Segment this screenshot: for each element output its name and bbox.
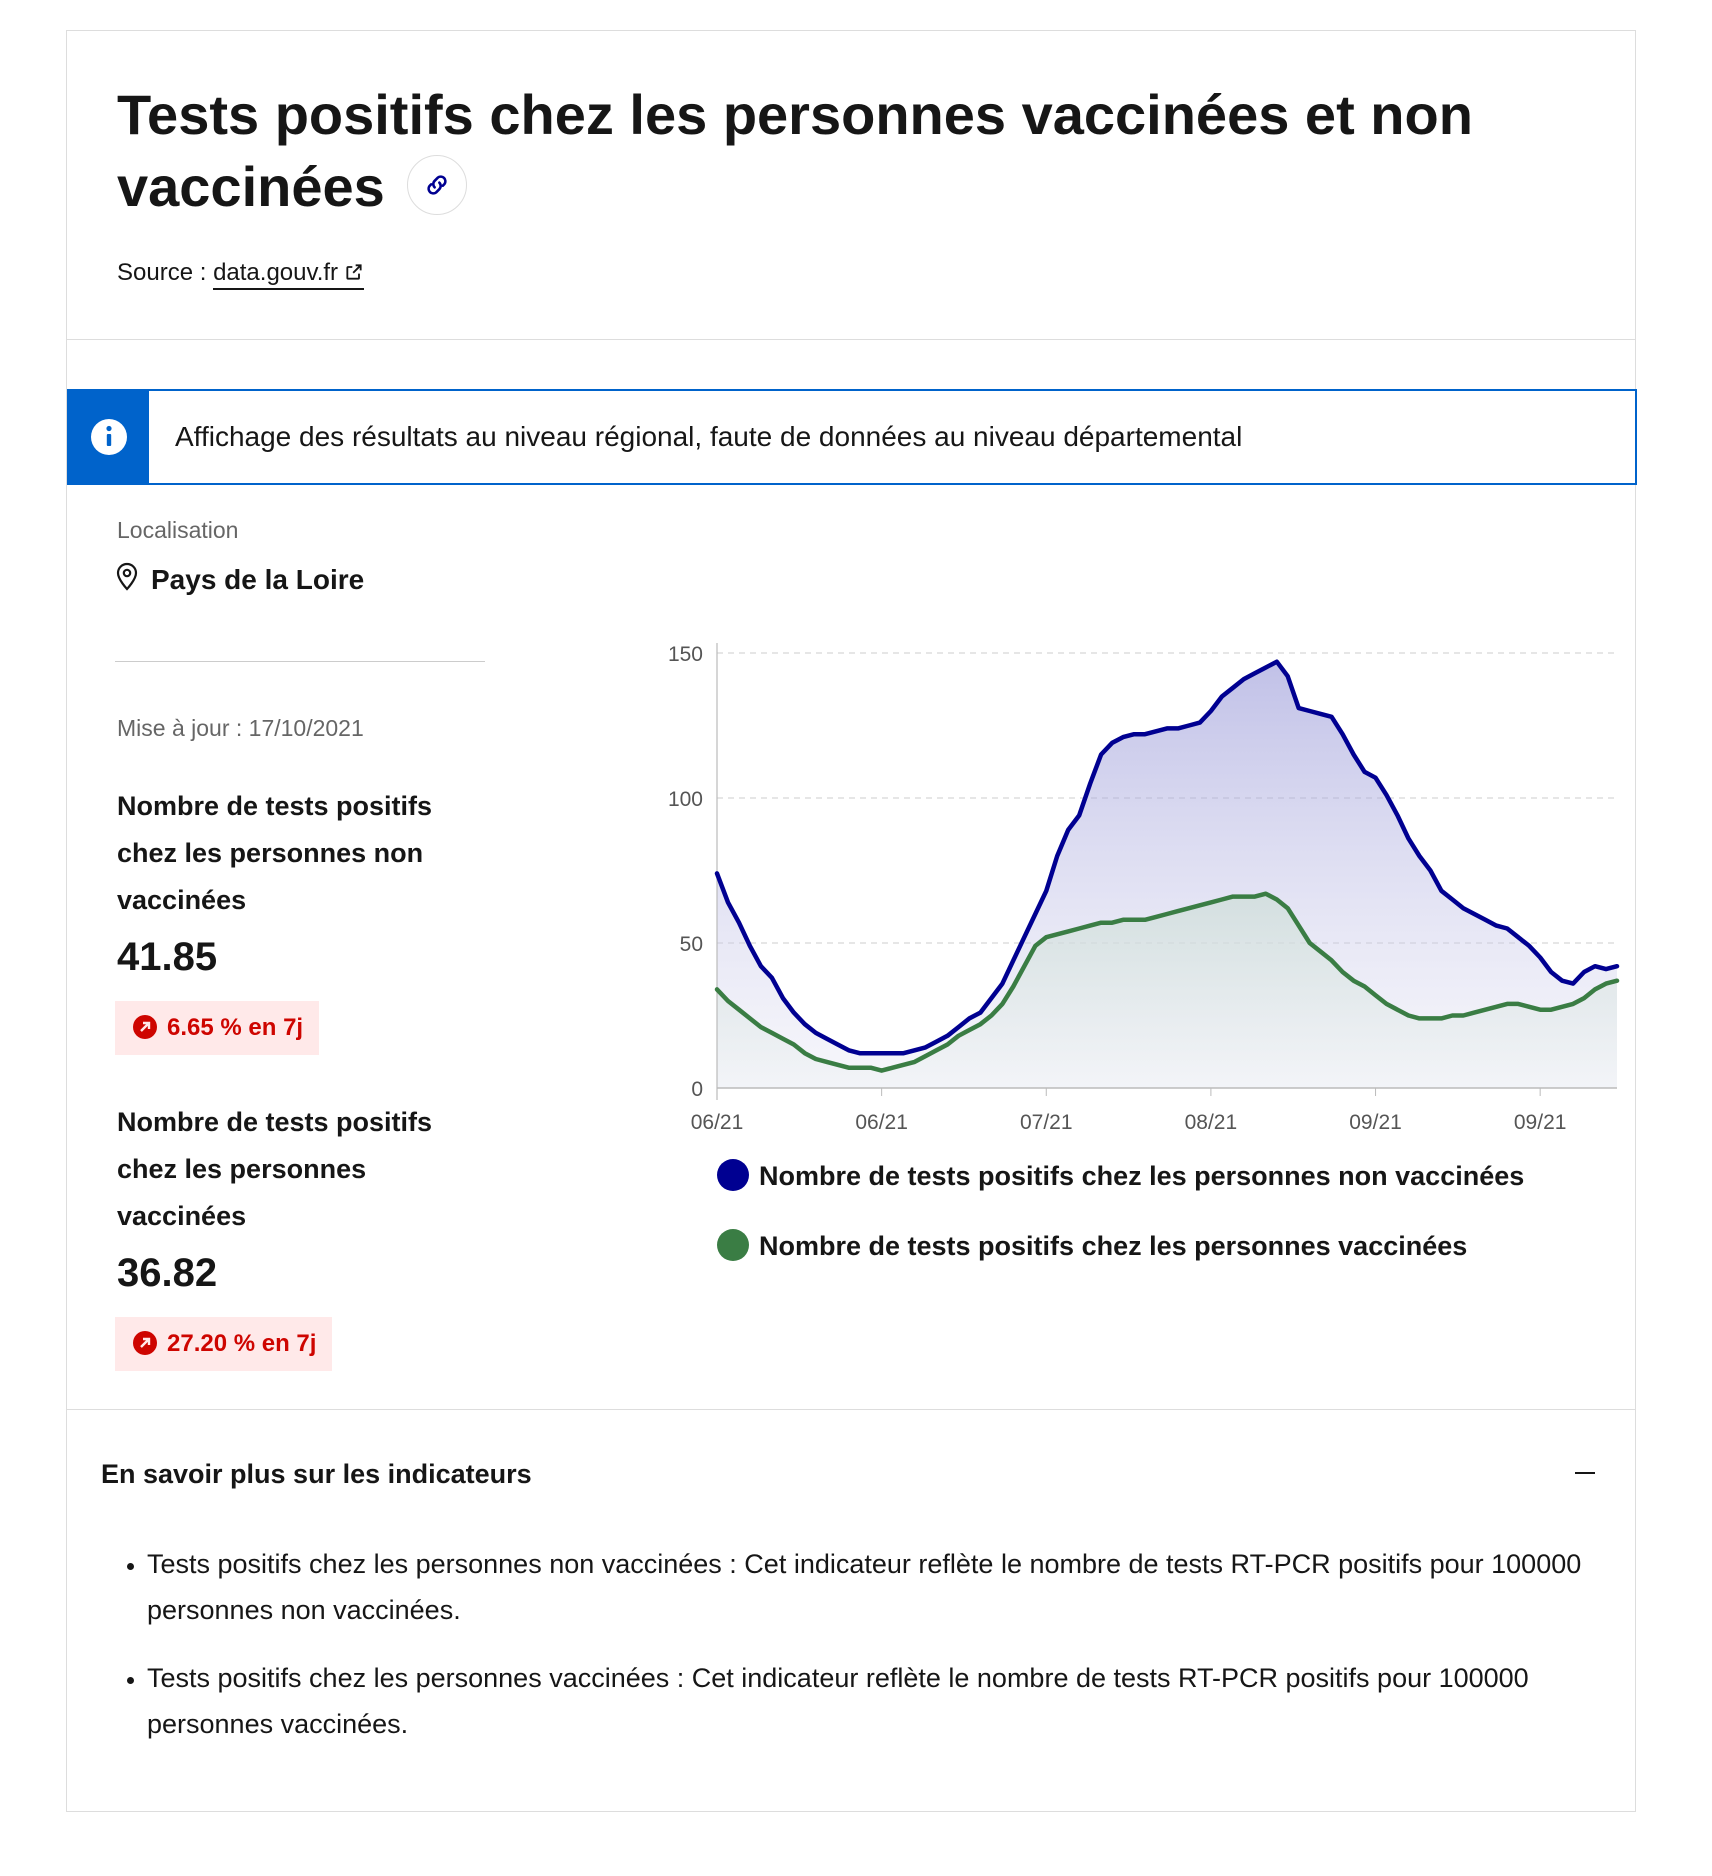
source-line: [117, 259, 364, 287]
legend-item-unvaccinated[interactable]: [717, 1159, 1524, 1192]
indicator-card: [66, 30, 1636, 1812]
info-icon: [89, 417, 129, 457]
trend-text-vaccinated: 27.20 % en 7j: [167, 1330, 317, 1357]
chart-container: [627, 621, 1627, 1141]
indicator-title-vaccinated: Nombre de tests positifs chez les personnes vaccinées: [117, 1107, 433, 1231]
indicator-value-unvaccinated: 41.85: [117, 935, 218, 979]
x-tick-label: 06/21: [690, 1111, 744, 1134]
legend-swatch-vaccinated: [717, 1229, 749, 1261]
source-link-text: data.gouv.fr: [213, 259, 339, 286]
x-tick-label: 09/21: [1513, 1111, 1567, 1134]
legend-item-vaccinated[interactable]: [717, 1229, 1467, 1262]
accordion-title[interactable]: En savoir plus sur les indicateurs: [101, 1459, 532, 1489]
y-tick-label: 150: [667, 643, 703, 666]
accordion-divider: [67, 1409, 1635, 1410]
alert-text: Affichage des résultats au niveau régional, faute de données au niveau départemental: [175, 421, 1243, 452]
indicator-title-unvaccinated: Nombre de tests positifs chez les personnes non vaccinées: [117, 791, 433, 915]
source-link[interactable]: [213, 259, 364, 290]
minus-icon: [1575, 1472, 1595, 1474]
definition-item: • Tests positifs chez les personnes vaccinées : Cet indicateur reflète le nombre de tests RT-PCR positifs pour 100000 personnes vaccinées.: [147, 1655, 1607, 1747]
map-pin-icon: [115, 561, 139, 591]
accordion-collapse-button[interactable]: [1567, 1455, 1603, 1491]
location-value: [115, 561, 364, 596]
external-link-icon: [344, 262, 364, 282]
page-title: [117, 79, 1517, 223]
definition-item: • Tests positifs chez les personnes non vaccinées : Cet indicateur reflète le nombre de tests RT-PCR positifs pour 100000 personnes non vaccinées.: [147, 1541, 1607, 1633]
x-tick-label: 06/21: [855, 1111, 908, 1134]
location-label: Localisation: [117, 517, 239, 543]
x-tick-label: 09/21: [1349, 1111, 1402, 1134]
y-tick-label: 100: [667, 788, 703, 811]
trend-text-unvaccinated: 6.65 % en 7j: [167, 1014, 304, 1041]
trend-badge-vaccinated: [115, 1317, 332, 1371]
location-name: Pays de la Loire: [151, 564, 365, 595]
y-tick-label: 0: [691, 1078, 703, 1101]
update-date: Mise à jour : 17/10/2021: [117, 715, 364, 741]
source-label: Source :: [117, 259, 207, 286]
trend-badge-unvaccinated: [115, 1001, 319, 1055]
indicator-definitions: [123, 1541, 1607, 1769]
link-icon: [423, 171, 451, 199]
legend-label-unvaccinated: Nombre de tests positifs chez les personnes non vaccinées: [759, 1161, 1525, 1191]
y-tick-label: 50: [679, 933, 703, 956]
trend-up-icon: [133, 1015, 157, 1039]
page-title-text: Tests positifs chez les personnes vaccinées et non vaccinées: [117, 83, 1473, 218]
line-chart: [627, 621, 1627, 1141]
legend-label-vaccinated: Nombre de tests positifs chez les personnes vaccinées: [759, 1231, 1468, 1261]
alert-bar: [69, 391, 149, 483]
x-tick-label: 08/21: [1184, 1111, 1238, 1134]
location-divider: [115, 661, 485, 662]
x-tick-label: 07/21: [1019, 1111, 1073, 1134]
indicator-value-vaccinated: 36.82: [117, 1251, 218, 1295]
copy-link-button[interactable]: [407, 155, 467, 215]
header-divider: [67, 339, 1635, 340]
legend-swatch-unvaccinated: [717, 1159, 749, 1191]
info-alert: [67, 389, 1637, 485]
trend-up-icon: [133, 1331, 157, 1355]
